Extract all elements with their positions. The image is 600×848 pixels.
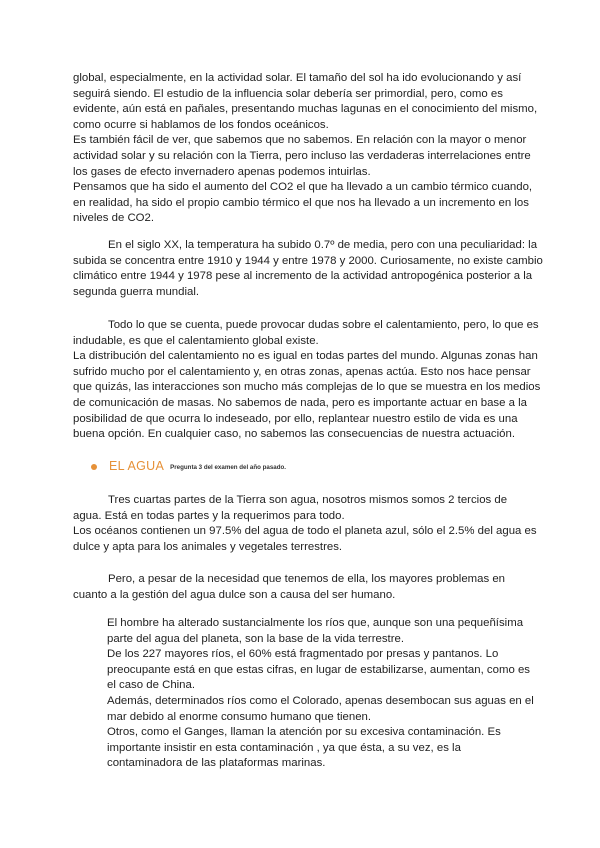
text-line: Además, determinados ríos como el Colorado, apenas desembocan sus aguas en el — [107, 694, 534, 707]
text-line: que quizás, las interacciones son mucho más complejas de lo que se muestra en los medios — [73, 381, 541, 394]
text-line: preocupante está en que estas cifras, en lugar de estabilizarse, aumentan, como es — [107, 663, 530, 676]
text-line: mar debido al enorme consumo humano que tienen. — [107, 710, 372, 723]
text-line: subida se concentra entre 1910 y 1944 y entre 1978 y 2000. Curiosamente, no existe cambio — [73, 254, 543, 267]
text-line: buena opción. En cualquier caso, no sabemos las consecuencias de nuestra actuación. — [73, 428, 515, 441]
text-line: los gases de efecto invernadero apenas podemos intuirlas. — [73, 165, 371, 178]
text-line: agua. Está en todas partes y la requerimos para todo. — [73, 509, 345, 522]
paragraph-water-problems — [73, 572, 533, 603]
text-line: Todo lo que se cuenta, puede provocar dudas sobre el calentamiento, pero, lo que es — [108, 319, 539, 331]
text-line: contaminadora de las plataformas marinas. — [107, 757, 326, 770]
text-line: Tres cuartas partes de la Tierra son agua, nosotros mismos somos 2 tercios de — [108, 494, 508, 506]
text-line: cuanto a la gestión del agua dulce son a causa del ser humano. — [73, 588, 396, 601]
text-line: El hombre ha alterado sustancialmente los ríos que, aunque son una pequeñísima — [107, 617, 524, 629]
text-line: global, especialmente, en la actividad solar. El tamaño del sol ha ido evolucionando y así — [73, 72, 522, 84]
text-line: Pensamos que ha sido el aumento del CO2 el que ha llevado a un cambio térmico cuando, — [73, 181, 533, 194]
text-line: seguirá siendo. El estudio de la influencia solar debería ser primordial, pero, como es — [73, 87, 503, 100]
section-title: EL AGUA — [109, 459, 165, 474]
text-line: actividad solar y su relación con la Tierra, pero incluso las verdaderas interrelaciones entre — [73, 149, 531, 162]
text-line: dulce y apta para los animales y vegetales terrestres. — [73, 540, 343, 553]
text-line: Otros, como el Ganges, llaman la atención por su excesiva contaminación. Es — [107, 726, 501, 739]
paragraph-water-amount — [73, 493, 537, 555]
text-line: en realidad, ha sido el propio cambio térmico el que nos ha llevado a un incremento en los — [73, 196, 529, 209]
text-line: Pero, a pesar de la necesidad que tenemos de ella, los mayores problemas en — [108, 573, 506, 585]
text-line: importante insistir en esta contaminación , ya que ésta, a su vez, es la — [107, 741, 461, 754]
text-line: de comunicación de masas. No sabemos de nada, pero es importante actuar en base a la — [73, 396, 527, 409]
paragraph-rivers — [107, 616, 547, 772]
text-line: posibilidad de que ocurra lo indeseado, por ello, replantear nuestro estilo de vida es una — [73, 412, 518, 425]
section-heading-water — [91, 458, 286, 476]
text-line: De los 227 mayores ríos, el 60% está fragmentado por presas y pantanos. Lo — [107, 648, 499, 661]
text-line: parte del agua del planeta, son la base de la vida terrestre. — [107, 632, 404, 645]
text-line: indudable, es que el calentamiento global existe. — [73, 334, 319, 347]
text-line: Los océanos contienen un 97.5% del agua de todo el planeta azul, sólo el 2.5% del agua es — [73, 525, 537, 538]
text-line: Es también fácil de ver, que sabemos que no sabemos. En relación con la mayor o menor — [73, 134, 527, 147]
text-line: como ocurre si hablamos de los fondos oceánicos. — [73, 118, 329, 131]
bullet-icon — [91, 464, 97, 470]
paragraph-warming-distribution — [73, 318, 541, 443]
section-note: Pregunta 3 del examen del año pasado. — [170, 464, 287, 472]
text-line: La distribución del calentamiento no es igual en todas partes del mundo. Algunas zonas han — [73, 350, 538, 363]
text-line: climático entre 1944 y 1978 pese al incremento de la actividad antropogénica posterior a la — [73, 270, 533, 283]
text-line: evidente, aún está en pañales, presentando muchas lagunas en el conocimiento del mismo, — [73, 103, 538, 116]
text-line: niveles de CO2. — [73, 212, 155, 225]
text-line: el caso de China. — [107, 679, 196, 692]
text-line: sufrido mucho por el calentamiento y, en otras zonas, apenas actúa. Esto nos hace pensar — [73, 365, 531, 378]
paragraph-solar-activity — [73, 71, 538, 227]
paragraph-twentieth-century — [73, 238, 543, 300]
text-line: En el siglo XX, la temperatura ha subido 0.7º de media, pero con una peculiaridad: la — [108, 239, 538, 251]
text-line: segunda guerra mundial. — [73, 285, 200, 298]
